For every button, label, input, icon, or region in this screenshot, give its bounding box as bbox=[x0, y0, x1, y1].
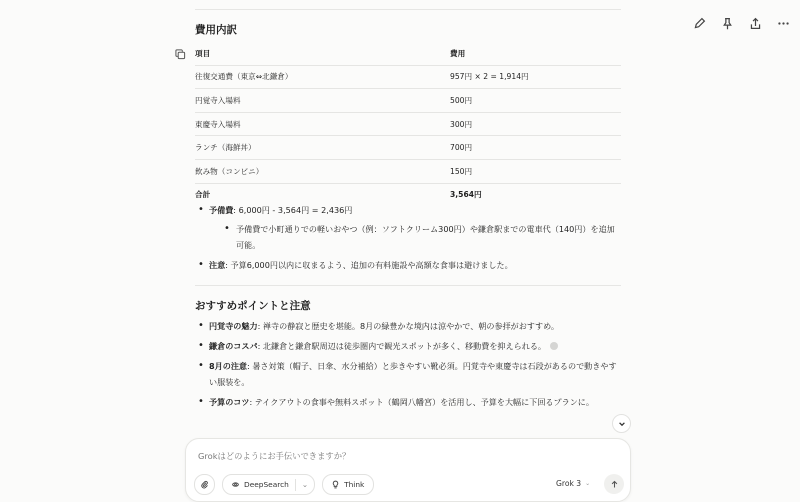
lightbulb-icon bbox=[331, 480, 340, 489]
bullet-label: 予算のコツ bbox=[209, 397, 250, 407]
chevron-down-icon[interactable]: ⌄ bbox=[301, 480, 309, 489]
table-total-value: 3,564円 bbox=[450, 190, 482, 200]
table-cell-item: ランチ（海鮮丼） bbox=[195, 136, 450, 160]
table-row bbox=[195, 65, 621, 89]
cost-table bbox=[195, 42, 621, 206]
section-title-recommendations: おすすめポイントと注意 bbox=[195, 300, 311, 312]
list-item bbox=[195, 394, 621, 410]
list-item bbox=[195, 318, 621, 334]
conversation-actions bbox=[692, 16, 790, 30]
attach-button[interactable] bbox=[194, 474, 215, 495]
bullet-text: : 予算6,000円以内に収まるよう、追加の有料施設や高額な食事は避けました。 bbox=[225, 260, 513, 270]
bullet-label: 鎌倉のコスパ bbox=[209, 341, 258, 351]
deepsearch-button[interactable] bbox=[222, 474, 315, 495]
table-header-row bbox=[195, 42, 621, 65]
pin-icon[interactable] bbox=[720, 16, 734, 30]
deepsearch-icon bbox=[231, 480, 240, 489]
table-cell-cost: 700円 bbox=[450, 136, 621, 160]
table-total-label: 合計 bbox=[195, 190, 211, 200]
message-input[interactable] bbox=[198, 451, 498, 461]
think-button[interactable] bbox=[322, 474, 374, 495]
column-header-cost: 費用 bbox=[450, 42, 621, 65]
think-label: Think bbox=[344, 480, 365, 489]
paperclip-icon bbox=[200, 480, 209, 489]
bullet-text: : テイクアウトの食事や無料スポット（鶴岡八幡宮）を活用し、予算を大幅に下回るプランに。 bbox=[249, 397, 594, 407]
bullet-text: : 6,000円 - 3,564円 = 2,436円 bbox=[233, 205, 353, 215]
section-divider bbox=[195, 285, 621, 286]
deepsearch-label: DeepSearch bbox=[244, 480, 289, 489]
table-row bbox=[195, 89, 621, 113]
share-icon[interactable] bbox=[748, 16, 762, 30]
bullet-label: 8月の注意 bbox=[209, 361, 248, 371]
list-item bbox=[195, 338, 621, 354]
model-selector[interactable] bbox=[556, 479, 590, 488]
chevron-down-icon bbox=[618, 420, 626, 428]
send-button[interactable] bbox=[604, 474, 624, 494]
scroll-to-bottom-button[interactable] bbox=[612, 414, 631, 433]
list-item bbox=[219, 221, 621, 253]
bullet-text: 予備費で小町通りでの軽いおやつ（例：ソフトクリーム300円）や鎌倉駅までの電車代（140円）を追加可能。 bbox=[236, 224, 615, 250]
table-row bbox=[195, 136, 621, 160]
bullet-text: : 禅寺の静寂と歴史を堪能。8月の緑豊かな境内は涼やかで、朝の参拝がおすすめ。 bbox=[257, 321, 560, 331]
section-title-cost-breakdown: 費用内訳 bbox=[195, 24, 237, 36]
bullet-label: 円覚寺の魅力 bbox=[209, 321, 258, 331]
top-divider bbox=[195, 9, 621, 10]
table-cell-item: 飲み物（コンビニ） bbox=[195, 159, 450, 183]
more-icon[interactable] bbox=[776, 16, 790, 30]
table-cell-item: 円覚寺入場料 bbox=[195, 89, 450, 113]
table-row bbox=[195, 112, 621, 136]
table-cell-item: 東慶寺入場料 bbox=[195, 112, 450, 136]
list-item bbox=[195, 202, 621, 253]
list-item bbox=[195, 358, 621, 390]
recommendations-list bbox=[195, 318, 621, 414]
table-cell-cost: 300円 bbox=[450, 112, 621, 136]
bullet-text: : 暑さ対策（帽子、日傘、水分補給）と歩きやすい靴必須。円覚寺や東慶寺は石段があるので動きやすい服装を。 bbox=[209, 361, 617, 387]
table-cell-cost: 150円 bbox=[450, 159, 621, 183]
copy-icon[interactable] bbox=[175, 45, 186, 56]
model-label: Grok 3 bbox=[556, 479, 582, 488]
message-composer bbox=[185, 438, 631, 502]
list-item bbox=[195, 257, 621, 273]
edit-icon[interactable] bbox=[692, 16, 706, 30]
table-cell-cost: 500円 bbox=[450, 89, 621, 113]
column-header-item: 項目 bbox=[195, 42, 450, 65]
bullet-label: 予備費 bbox=[209, 205, 234, 215]
sub-list bbox=[209, 221, 621, 253]
composer-tools bbox=[194, 474, 374, 495]
chevron-down-icon: ⌄ bbox=[585, 480, 591, 487]
table-row bbox=[195, 159, 621, 183]
bullet-text: : 北鎌倉と鎌倉駅周辺は徒歩圏内で観光スポットが多く、移動費を抑えられる。 bbox=[257, 341, 547, 351]
streaming-indicator bbox=[550, 342, 558, 350]
bullet-label: 注意 bbox=[209, 260, 226, 270]
table-cell-item: 往復交通費（東京⇔北鎌倉） bbox=[195, 65, 450, 89]
budget-notes-list bbox=[195, 202, 621, 277]
table-cell-cost: 957円 × 2 = 1,914円 bbox=[450, 65, 621, 89]
arrow-up-icon bbox=[610, 480, 619, 489]
